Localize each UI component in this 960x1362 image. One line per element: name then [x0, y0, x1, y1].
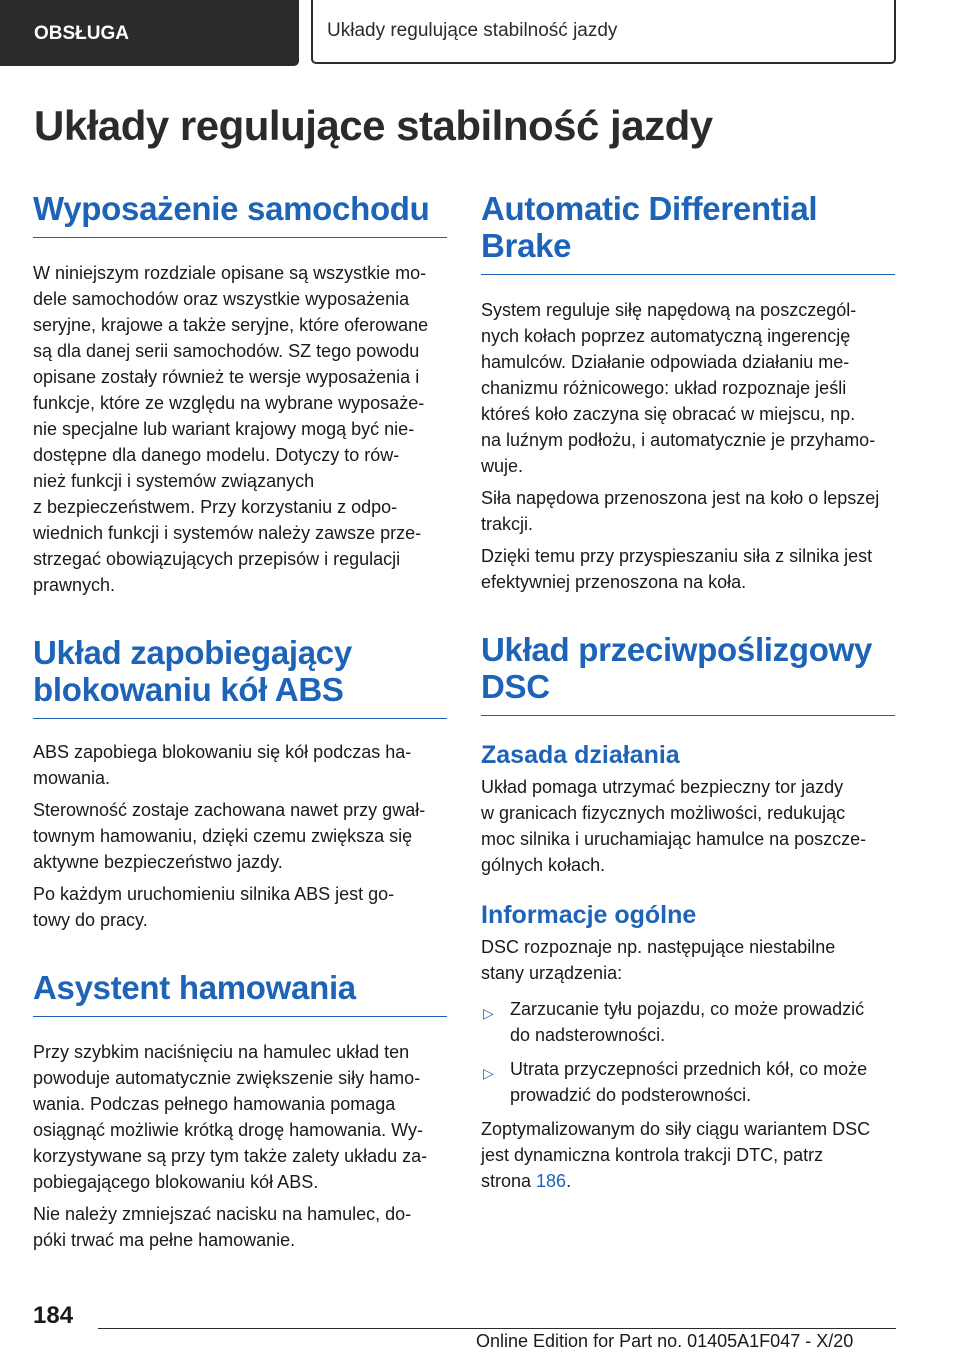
dsc-bullet-list [481, 996, 895, 1108]
equipment-text: W niniejszym rozdziale opisane są wszystkie mo- dele samochodów oraz wszystkie wyposażenia seryjne, krajowe a także seryjne, które oferowane są dla danej serii samochodów. SZ tego powodu opisane zostały również te wersje wyposażenia i funkcje, które ze względu na wybrane wyposaże- nie specjalne lub wariant krajowy mogą być nie- dostępne dla danego modelu. Dotyczy to rów- nież funkcji i systemów związanych z bezpieczeństwem. Przy korzystaniu z odpo- wiednich funkcji i systemów należy zawsze prze- strzegać obowiązujących przepisów i regulacji prawnych. [33, 263, 429, 595]
adb-text-3: Dzięki temu przy przyspieszaniu siła z silnika jest efektywniej przenoszona na koła. [481, 546, 873, 592]
abs-text-3: Po każdym uruchomieniu silnika ABS jest go- towy do pracy. [33, 884, 395, 930]
general-info-text: DSC rozpoznaje np. następujące niestabilne stany urządzenia: [481, 937, 836, 983]
principle-text: Układ pomaga utrzymać bezpieczny tor jazdy w granicach fizycznych możliwości, redukując moc silnika i uruchamiając hamulce na poszcze- gólnych kołach. [481, 777, 867, 875]
dtc-reference-text [481, 1116, 895, 1194]
bullet-text: Zarzucanie tyłu pojazdu, co może prowadzić do nadsterowności. [510, 999, 865, 1045]
left-column [33, 190, 447, 1253]
list-item [481, 1056, 895, 1108]
header-section-label: OBSŁUGA [34, 22, 129, 44]
right-column [481, 190, 895, 1194]
triangle-bullet-icon: ▷ [483, 1005, 494, 1021]
brake-assist-text-2: Nie należy zmniejszać nacisku na hamulec, do- póki trwać ma pełne hamowanie. [33, 1204, 412, 1250]
triangle-bullet-icon: ▷ [483, 1065, 494, 1081]
brake-assist-text-1: Przy szybkim naciśnięciu na hamulec układ ten powoduje automatycznie zwiększenie siły hamo- wania. Podczas pełnego hamowania pomaga osiągnąć możliwie krótką drogę hamowania. Wy- korzystywane są przy tym także zalety układu za- pobiegającego blokowaniu kół ABS. [33, 1042, 428, 1192]
heading-general-info: Informacje ogólne [481, 901, 697, 929]
adb-text-1: System reguluje siłę napędową na poszczegól- nych kołach poprzez automatyczną ingerencję hamulców. Działanie odpowiada działaniu me- chanizmu różnicowego: układ rozpoznaje jeśli któreś koło zaczyna się obracać w miejscu, np. na luźnym podłożu, i automatycznie je przyhamo- wuje. [481, 300, 876, 476]
adb-text-2: Siła napędowa przenoszona jest na koło o lepszej trakcji. [481, 488, 880, 534]
heading-dsc: Układ przeciwpoślizgowy DSC [481, 631, 895, 716]
abs-text-2: Sterowność zostaje zachowana nawet przy gwał- townym hamowaniu, dzięki czemu zwiększa się aktywne bezpieczeństwo jazdy. [33, 800, 426, 872]
heading-adb: Automatic Differential Brake [481, 190, 895, 275]
heading-brake-assist: Asystent hamowania [33, 969, 447, 1017]
header-section-tab [0, 0, 299, 66]
page-title: Układy regulujące stabilność jazdy [34, 102, 713, 149]
bullet-text: Utrata przyczepności przednich kół, co może prowadzić do podsterowności. [510, 1059, 868, 1105]
footer-divider [98, 1328, 896, 1329]
footer-edition-text: Online Edition for Part no. 01405A1F047 - X/20 [476, 1331, 854, 1351]
header-chapter-tab [311, 0, 896, 64]
dtc-period: . [566, 1171, 572, 1191]
abs-text-1: ABS zapobiega blokowaniu się kół podczas ha- mowania. [33, 742, 412, 788]
page-number: 184 [33, 1302, 74, 1329]
page-reference-link[interactable]: 186 [536, 1171, 567, 1191]
dtc-text: Zoptymalizowanym do siły ciągu wariantem DSC jest dynamiczna kontrola trakcji DTC, patrz strona [481, 1119, 871, 1191]
header-chapter-label: Układy regulujące stabilność jazdy [327, 20, 618, 41]
heading-abs: Układ zapobiegający blokowaniu kół ABS [33, 634, 447, 719]
heading-principle: Zasada działania [481, 741, 680, 769]
heading-equipment: Wyposażenie samochodu [33, 190, 447, 238]
list-item [481, 996, 895, 1048]
